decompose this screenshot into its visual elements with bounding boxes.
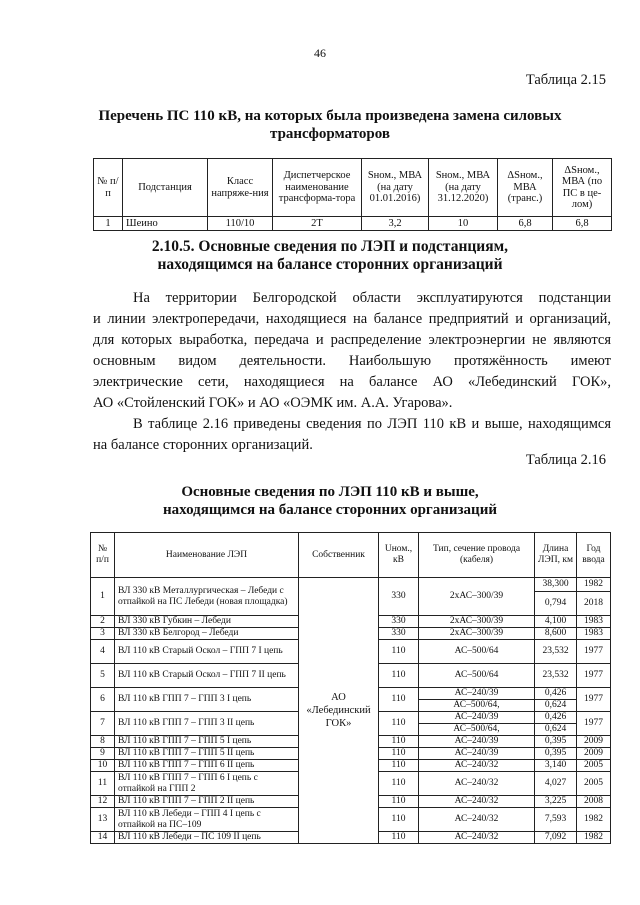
cell-voltage: 110 xyxy=(379,832,419,844)
cell-wire: АС–500/64, xyxy=(419,700,535,712)
table-row xyxy=(91,578,611,592)
paragraph-line: На территории Белгородской области эксплуатируются подстанции xyxy=(133,290,611,306)
cell-length: 23,532 xyxy=(535,640,577,664)
cell-year: 1982 xyxy=(577,808,611,832)
cell-name: ВЛ 110 кВ ГПП 7 – ГПП 3 I цепь xyxy=(115,688,299,712)
cell-wire: АС–240/32 xyxy=(419,808,535,832)
cell-wire: АС–240/39 xyxy=(419,748,535,760)
cell-year: 2008 xyxy=(577,796,611,808)
cell-length: 0,426 xyxy=(535,712,577,724)
cell-wire: АС–240/39 xyxy=(419,712,535,724)
cell-wire: 2хАС–300/39 xyxy=(419,628,535,640)
cell-voltage: 110 xyxy=(379,736,419,748)
cell-length: 8,600 xyxy=(535,628,577,640)
cell-length: 3,225 xyxy=(535,796,577,808)
cell-voltage: 110 xyxy=(379,664,419,688)
cell-voltage: 110 xyxy=(379,640,419,664)
table-2-15-label: Таблица 2.15 xyxy=(525,72,606,88)
table-2-16-title xyxy=(40,483,620,519)
cell-length: 23,532 xyxy=(535,664,577,688)
cell-s-after: 10 xyxy=(429,217,498,231)
cell-delta-trans: 6,8 xyxy=(498,217,553,231)
cell-voltage-class: 110/10 xyxy=(208,217,273,231)
cell-name: ВЛ 330 кВ Губкин – Лебеди xyxy=(115,616,299,628)
col-delta-trans-header: ΔSном., МВА (транс.) xyxy=(498,159,553,217)
table-2-16 xyxy=(90,532,611,844)
col-dispatch-name-header: Диспетчерское наименование трансформа-тора xyxy=(273,159,362,217)
paragraph-line: основным видом деятельности. Наибольшую протяжённость имеют xyxy=(93,353,611,369)
cell-length: 3,140 xyxy=(535,760,577,772)
cell-voltage: 330 xyxy=(379,578,419,616)
cell-year: 1977 xyxy=(577,640,611,664)
col-owner-header: Собственник xyxy=(299,533,379,578)
cell-name: ВЛ 110 кВ ГПП 7 – ГПП 6 II цепь xyxy=(115,760,299,772)
cell-num: 5 xyxy=(91,664,115,688)
paragraph-line: на балансе сторонних организаций. xyxy=(93,437,313,453)
paragraph-line: электрические сети, находящиеся на балансе АО «Лебединский ГОК», xyxy=(93,374,611,390)
cell-wire: АС–240/39 xyxy=(419,736,535,748)
cell-year: 1977 xyxy=(577,664,611,688)
col-voltage-header: Uном., кВ xyxy=(379,533,419,578)
cell-year: 1982 xyxy=(577,578,611,592)
cell-voltage: 330 xyxy=(379,628,419,640)
section-paragraph-1 xyxy=(93,288,611,414)
cell-name: ВЛ 110 кВ Лебеди – ПС 109 II цепь xyxy=(115,832,299,844)
table-2-15 xyxy=(93,158,612,231)
cell-num: 13 xyxy=(91,808,115,832)
table-2-15-title xyxy=(40,107,620,143)
owner-line3: ГОК» xyxy=(325,718,352,729)
cell-name: ВЛ 110 кВ ГПП 7 – ГПП 6 I цепь с отпайкой на ГПП 2 xyxy=(115,772,299,796)
cell-voltage: 110 xyxy=(379,808,419,832)
cell-num: 8 xyxy=(91,736,115,748)
col-name-header: Наименование ЛЭП xyxy=(115,533,299,578)
table-header-row xyxy=(91,533,611,578)
cell-year: 1983 xyxy=(577,628,611,640)
page-number: 46 xyxy=(314,46,326,60)
cell-name: ВЛ 110 кВ ГПП 7 – ГПП 2 II цепь xyxy=(115,796,299,808)
cell-voltage: 330 xyxy=(379,616,419,628)
cell-name: ВЛ 110 кВ Старый Оскол – ГПП 7 II цепь xyxy=(115,664,299,688)
table-header-row xyxy=(94,159,612,217)
col-delta-ps-header: ΔSном., МВА (по ПС в це-лом) xyxy=(553,159,612,217)
cell-length: 4,100 xyxy=(535,616,577,628)
col-num-header: № п/п xyxy=(91,533,115,578)
col-wire-header: Тип, сечение провода (кабеля) xyxy=(419,533,535,578)
cell-year: 2005 xyxy=(577,772,611,796)
cell-length: 38,300 xyxy=(535,578,577,592)
cell-owner xyxy=(299,578,379,844)
paragraph-line: АО «Стойленский ГОК» и АО «ОЭМК им. А.А. Угарова». xyxy=(93,395,453,411)
cell-name: ВЛ 330 кВ Металлургическая – Лебеди с отпайкой на ПС Лебеди (новая площадка) xyxy=(115,578,299,616)
cell-year: 1977 xyxy=(577,688,611,712)
cell-num: 2 xyxy=(91,616,115,628)
cell-num: 14 xyxy=(91,832,115,844)
cell-year: 2018 xyxy=(577,592,611,616)
cell-s-before: 3,2 xyxy=(362,217,429,231)
cell-wire: АС–500/64 xyxy=(419,640,535,664)
cell-voltage: 110 xyxy=(379,796,419,808)
table-2-15-title-line2: трансформаторов xyxy=(270,126,390,142)
cell-length: 0,395 xyxy=(535,736,577,748)
cell-wire: АС–240/39 xyxy=(419,688,535,700)
col-voltage-class-header: Класс напряже-ния xyxy=(208,159,273,217)
paragraph-line: и линии электропередачи, находящиеся на балансе предприятий и организаций, xyxy=(93,311,611,327)
cell-name: ВЛ 110 кВ Лебеди – ГПП 4 I цепь с отпайкой на ПС–109 xyxy=(115,808,299,832)
section-heading-line1: 2.10.5. Основные сведения по ЛЭП и подстанциям, xyxy=(151,238,509,255)
cell-num: 6 xyxy=(91,688,115,712)
section-heading xyxy=(40,238,620,274)
col-year-header: Год ввода xyxy=(577,533,611,578)
cell-voltage: 110 xyxy=(379,688,419,712)
cell-year: 1977 xyxy=(577,712,611,736)
cell-name: ВЛ 110 кВ Старый Оскол – ГПП 7 I цепь xyxy=(115,640,299,664)
section-heading-line2: находящимся на балансе сторонних организаций xyxy=(157,256,503,273)
cell-year: 2005 xyxy=(577,760,611,772)
cell-length: 7,593 xyxy=(535,808,577,832)
cell-wire: АС–240/32 xyxy=(419,832,535,844)
cell-name: ВЛ 110 кВ ГПП 7 – ГПП 5 I цепь xyxy=(115,736,299,748)
table-2-16-label: Таблица 2.16 xyxy=(525,452,606,468)
cell-num: 7 xyxy=(91,712,115,736)
table-2-16-title-line2: находящимся на балансе сторонних организаций xyxy=(163,502,497,518)
col-substation-header: Подстанция xyxy=(123,159,208,217)
col-s-before-header: Sном., МВА (на дату 01.01.2016) xyxy=(362,159,429,217)
cell-num: 12 xyxy=(91,796,115,808)
table-row xyxy=(94,217,612,231)
cell-voltage: 110 xyxy=(379,760,419,772)
cell-year: 1983 xyxy=(577,616,611,628)
paragraph-line: для которых выработка, передача и распределение электроэнергии не являются xyxy=(93,332,611,348)
cell-wire: АС–240/32 xyxy=(419,772,535,796)
cell-num: 9 xyxy=(91,748,115,760)
cell-name: ВЛ 110 кВ ГПП 7 – ГПП 3 II цепь xyxy=(115,712,299,736)
cell-name: ВЛ 110 кВ ГПП 7 – ГПП 5 II цепь xyxy=(115,748,299,760)
owner-line2: «Лебединский xyxy=(306,705,371,716)
table-2-15-title-line1: Перечень ПС 110 кВ, на которых была произведена замена силовых xyxy=(98,108,562,124)
table-2-16-title-line1: Основные сведения по ЛЭП 110 кВ и выше, xyxy=(181,484,479,500)
cell-year: 1982 xyxy=(577,832,611,844)
cell-wire: АС–240/32 xyxy=(419,760,535,772)
cell-voltage: 110 xyxy=(379,748,419,760)
col-s-after-header: Sном., МВА (на дату 31.12.2020) xyxy=(429,159,498,217)
col-num-header: № п/п xyxy=(94,159,123,217)
cell-length: 0,426 xyxy=(535,688,577,700)
cell-substation: Шеино xyxy=(123,217,208,231)
section-paragraph-2 xyxy=(93,414,611,456)
cell-year: 2009 xyxy=(577,748,611,760)
cell-wire: 2хАС–300/39 xyxy=(419,616,535,628)
cell-wire: АС–500/64, xyxy=(419,724,535,736)
cell-length: 0,624 xyxy=(535,724,577,736)
cell-length: 7,092 xyxy=(535,832,577,844)
cell-wire: АС–500/64 xyxy=(419,664,535,688)
owner-line1: АО xyxy=(331,692,346,703)
cell-num: 3 xyxy=(91,628,115,640)
cell-length: 0,395 xyxy=(535,748,577,760)
paragraph-line: В таблице 2.16 приведены сведения по ЛЭП 110 кВ и выше, находящимся xyxy=(133,416,611,432)
cell-wire: 2хАС–300/39 xyxy=(419,578,535,616)
cell-num: 11 xyxy=(91,772,115,796)
cell-voltage: 110 xyxy=(379,772,419,796)
cell-num: 1 xyxy=(91,578,115,616)
cell-num: 10 xyxy=(91,760,115,772)
cell-length: 0,624 xyxy=(535,700,577,712)
cell-delta-ps: 6,8 xyxy=(553,217,612,231)
cell-length: 0,794 xyxy=(535,592,577,616)
cell-length: 4,027 xyxy=(535,772,577,796)
cell-name: ВЛ 330 кВ Белгород – Лебеди xyxy=(115,628,299,640)
cell-wire: АС–240/32 xyxy=(419,796,535,808)
cell-voltage: 110 xyxy=(379,712,419,736)
cell-num: 4 xyxy=(91,640,115,664)
cell-year: 2009 xyxy=(577,736,611,748)
col-length-header: Длина ЛЭП, км xyxy=(535,533,577,578)
cell-num: 1 xyxy=(94,217,123,231)
cell-dispatch-name: 2Т xyxy=(273,217,362,231)
